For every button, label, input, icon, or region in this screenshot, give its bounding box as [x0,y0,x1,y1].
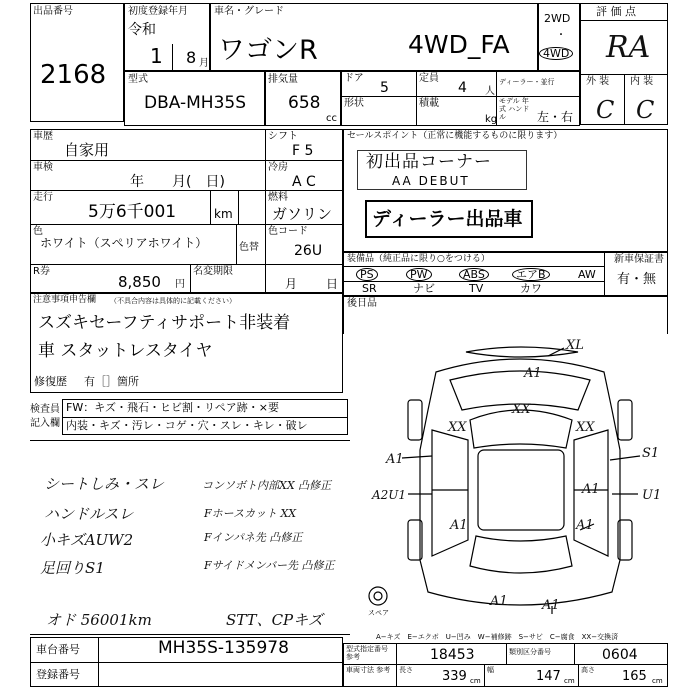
hw-right4: Fサイドメンバー先 凸修正 [204,559,335,572]
footer-right-h [343,664,668,665]
drive-2wd: 2WD [544,12,571,25]
reg-type-label: 車歴 [33,131,53,142]
diagram-mark-s1: S1 [642,446,660,461]
footer-v [98,637,99,687]
wheel-fl [408,400,422,440]
equip-airbag: エアB [512,268,550,281]
fuel-label: 燃料 [268,192,288,203]
repair-label: 修復歴 [34,375,67,388]
color-change-label: 色替 [239,242,259,253]
equip-sr: SR [362,282,377,295]
cc-unit: cc [326,113,337,124]
car-name: ワゴンR [218,35,318,66]
shift: F 5 [292,143,314,159]
spare-label: スペア [368,609,389,617]
color-code-label: 色コード [268,226,308,237]
left-doors [432,430,468,556]
roof [478,450,564,530]
car-name-label: 車名・グレード [214,6,284,17]
height-unit: cm [652,677,663,685]
handle: 左・右 [537,110,574,124]
equip-ps: PS [356,268,378,281]
width-unit: cm [564,677,575,685]
shift-label: シフト [268,131,298,142]
diagram-mark-a1-rear2: A1 [542,598,560,613]
chassis: MH35S-135978 [158,638,289,658]
diagram-mark-a1-rear1: A1 [490,594,508,609]
notes-sub-label: （不具合内容は具体的に記載ください） [110,297,236,305]
diagram-mark-xx-right: XX [576,420,595,435]
era: 令和 [128,22,156,38]
hw-right1: コンソボト内部XX 凸修正 [202,479,332,492]
eval-label: 評 価 点 [596,5,636,18]
lot-label: 出品番号 [33,6,73,17]
load-label: 積載 [419,98,439,109]
class-value: 0604 [602,647,638,663]
equip-leather: カワ [520,282,542,295]
notes-line1: スズキセーフティサポート非装着 [38,313,291,333]
reg-number-label: 登録番号 [36,668,80,681]
diagram-mark-a1-rl: A1 [450,518,468,533]
mileage: 5万6千001 [88,202,177,222]
sales-label: セールスポイント（正常に機能するものに限ります） [347,131,563,141]
recycle-label: R券 [33,266,50,277]
footer-h [30,662,343,663]
hw-line5: オド 56001km [46,611,152,629]
equipment-label: 装備品（純正品に限り○をつける） [347,254,490,264]
hw-line3: 小キズAUW2 [40,531,134,549]
warranty: 有・無 [617,272,657,287]
reg-year: 1 [150,44,163,68]
yen-unit: 円 [175,279,185,290]
new-warranty-label: 新車保証書 [614,254,664,265]
doors: 5 [380,80,389,96]
drive-4wd: 4WD [539,47,573,60]
fr-v5 [484,664,485,687]
fuel: ガソリン [272,205,333,223]
capacity: 4 [458,80,467,96]
hw-line4: 足回りS1 [40,559,105,577]
diagram-mark-a1-rr: A1 [576,518,594,533]
color-code: 26U [294,243,323,259]
diagram-mark-xx-left: XX [448,420,467,435]
capacity-label: 定員 [419,73,439,84]
width: 147 [536,669,561,684]
reg-type: 自家用 [64,141,110,159]
hw-line2: ハンドルスレ [44,505,134,523]
exterior-label: 外 装 [586,76,610,87]
interior-label: 内 装 [630,76,654,87]
name-change-label: 名変期限 [193,266,233,277]
car-grade: 4WD_FA [408,30,510,59]
inspector-row2: 内装・キズ・汚レ・コゲ・穴・スレ・キレ・破レ [66,419,308,432]
length: 339 [442,669,467,684]
ac: A C [292,174,316,190]
nc-day: 日 [326,277,339,291]
front-bumper [466,347,578,357]
designation: 18453 [430,647,475,663]
fr-v1 [396,643,397,664]
mileage-label: 走行 [33,192,53,203]
chassis-label: 車台番号 [36,643,80,656]
drive-dot: ・ [556,30,566,41]
width-label: 幅 [487,666,494,674]
diagram-mark-a1-roof: A1 [582,482,600,497]
wheel-fr [618,400,632,440]
hw-right3: Fインパネ先 凸修正 [204,531,303,544]
notes-line2: 車 スタットレスタイヤ [38,341,213,361]
inspector-label1: 検査員 [30,404,60,415]
month-unit: 月 [199,58,209,69]
designation-label: 型式指定番号 参考 [346,645,388,661]
inspector-row1: FW：キズ・飛石・ヒビ割・リペア跡・×要 [66,401,279,414]
person-unit: 人 [485,86,495,97]
diagram-mark-a1-front: A1 [524,366,542,381]
eval-score: RA [606,30,651,65]
rear-window [470,536,572,573]
hw-line1: シートしみ・スレ [44,475,165,493]
equip-abs: ABS [459,268,489,281]
interior-grade: C [636,96,655,124]
reg-month: 8 [186,48,197,67]
lot-number: 2168 [40,60,107,90]
height: 165 [622,669,647,684]
spare-tire [369,587,387,605]
displacement: 658 [288,93,321,113]
equip-navi: ナビ [413,282,435,295]
inspection: 年 月( 日) [130,174,225,190]
shape-label: 形状 [344,98,364,109]
rear-seat-label: 後日品 [347,298,377,309]
hw-right5: STT、CPキズ [226,611,323,629]
ac-label: 冷房 [268,162,288,173]
notes-label: 注意事項申告欄 [33,295,97,305]
fr-v3 [574,643,575,664]
color: ホワイト（スぺリアホワイト） [40,236,208,250]
model-handle-label: モデル 年式 ハンドル [499,97,530,121]
recycle: 8,850 [118,273,161,291]
debut-stamp-line1: 初出品コーナー [366,152,492,172]
model-label: 型式 [128,74,148,85]
class-label: 類別区分番号 [509,648,551,656]
equip-aw: AW [578,268,596,281]
diagram-mark-u1: U1 [642,488,662,503]
dealer-stamp-text: ディーラー出品車 [372,208,523,230]
diagram-mark-xx-hood: XX [512,402,531,417]
length-unit: cm [470,677,481,685]
equip-tv: TV [469,282,484,295]
fr-v6 [578,664,579,687]
debut-stamp-line2: AA DEBUT [392,174,470,188]
exterior-grade: C [596,96,615,124]
nc-month: 月 [285,277,298,291]
diagram-mark-a2u1: A2U1 [372,488,407,502]
height-label: 高さ [581,666,595,674]
diagram-mark-a1-left: A1 [386,452,404,467]
first-reg-label: 初度登録年月 [128,6,188,17]
inspector-label2: 記入欄 [30,418,60,429]
diagram-legend: A−キズ E−エクボ U−凹み W−補修跡 S−サビ C−腐食 XX−交換済 [376,633,619,641]
dim-label: 車両寸法 参考 [346,666,391,674]
hw-right2: Fホースカット XX [204,507,297,520]
model: DBA-MH35S [144,93,247,113]
repair: 有［］箇所 [84,375,139,388]
equip-pw: PW [406,268,432,281]
inspection-label: 車検 [33,162,53,173]
diagram-mark-xl: XL [566,338,584,353]
km-unit: km [214,207,233,221]
fr-v2 [506,643,507,664]
displacement-label: 排気量 [268,74,298,85]
kg-unit: kg [485,114,498,125]
doors-label: ドア [344,73,364,84]
color-label: 色 [33,226,43,237]
length-label: 長さ [399,666,413,674]
fr-v4 [396,664,397,687]
dealer-label: ディーラー・並行 [499,78,555,86]
